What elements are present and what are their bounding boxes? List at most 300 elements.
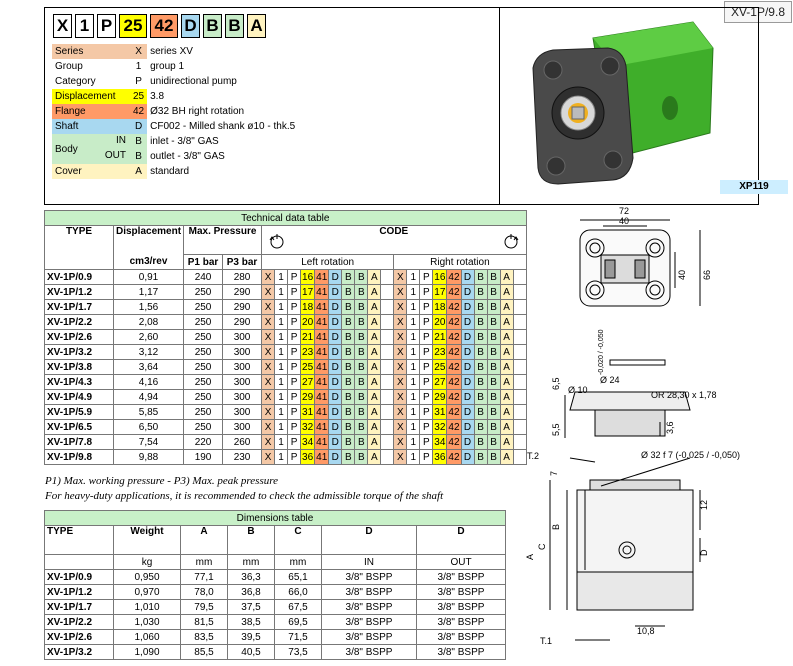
left-code-cell: B [355, 390, 368, 405]
dim-b: B [551, 523, 561, 530]
value-cell: 71,5 [275, 630, 322, 645]
in-label: IN [116, 135, 126, 146]
left-code-cell: X [262, 345, 275, 360]
spacer-cell [381, 345, 394, 360]
type-cell: XV-1P/6.5 [45, 420, 114, 435]
type-cell: XV-1P/7.8 [45, 435, 114, 450]
p1-cell: 250 [184, 420, 223, 435]
left-code-cell: 21 [302, 331, 314, 343]
spec-label [52, 134, 130, 164]
body-label: Body [55, 143, 78, 155]
right-code-cell: 42 [448, 391, 460, 403]
right-code-cell: 42 [448, 316, 460, 328]
left-code-cell: 1 [275, 420, 288, 435]
type-cell: XV-1P/5.9 [45, 405, 114, 420]
right-code-cell: B [474, 300, 487, 315]
spec-desc: standard [150, 166, 190, 177]
right-code-cell: 23 [434, 346, 446, 358]
spec-label: Category [55, 76, 96, 87]
left-code-cell: 41 [316, 331, 328, 343]
p3-cell: 300 [223, 330, 262, 345]
spec-row-cover [52, 164, 298, 179]
dim-7: 7 [549, 470, 559, 476]
spacer [116, 237, 181, 256]
left-code-cell: P [288, 450, 301, 465]
p1-cell: 250 [184, 285, 223, 300]
right-code-cell: A [500, 270, 513, 285]
technical-data-table [44, 210, 527, 465]
left-code-cell: X [262, 300, 275, 315]
left-code-cell: D [329, 270, 342, 285]
value-cell: 3/8" BSPP [417, 570, 506, 585]
left-code-cell: D [329, 420, 342, 435]
displacement-cell: 3,64 [114, 360, 184, 375]
left-code-cell: X [262, 360, 275, 375]
left-code-cell: D [329, 360, 342, 375]
header-code-label: CODE [379, 226, 409, 237]
left-code-cell: A [368, 270, 381, 285]
spacer-cell [381, 390, 394, 405]
left-code-cell: P [288, 420, 301, 435]
type-cell: XV-1P/1.7 [45, 300, 114, 315]
left-code-cell: B [342, 330, 355, 345]
right-code-cell: 1 [407, 390, 420, 405]
table-row [45, 360, 527, 375]
p1-cell: 250 [184, 360, 223, 375]
type-cell: XV-1P/1.7 [45, 600, 114, 615]
right-code-cell: 42 [448, 361, 460, 373]
left-code-cell: B [342, 315, 355, 330]
value-cell: 1,010 [114, 600, 181, 615]
left-code-cell: B [342, 270, 355, 285]
value-cell: 3/8" BSPP [322, 615, 417, 630]
displacement-cell: 4,16 [114, 375, 184, 390]
value-cell: 3/8" BSPP [417, 600, 506, 615]
right-code-cell: D [461, 330, 474, 345]
table-row [45, 435, 527, 450]
right-code-cell: 42 [448, 376, 460, 388]
right-code-cell: D [461, 420, 474, 435]
left-code-cell: A [368, 450, 381, 465]
type-cell: XV-1P/0.9 [45, 270, 114, 285]
technical-drawing [515, 200, 740, 666]
left-code-cell: 41 [316, 451, 328, 463]
left-code-cell: B [342, 420, 355, 435]
left-code-cell: X [262, 420, 275, 435]
dim-oring: OR 28,30 x 1,78 [651, 390, 717, 400]
left-code-cell: 1 [275, 375, 288, 390]
right-code-cell: P [420, 450, 433, 465]
spacer-cell [381, 300, 394, 315]
table-title: Dimensions table [45, 511, 506, 526]
value-cell: 67,5 [275, 600, 322, 615]
right-code-cell: 1 [407, 345, 420, 360]
spacer-cell [381, 315, 394, 330]
right-code-cell: P [420, 285, 433, 300]
dim-t2: T.2 [527, 451, 540, 461]
code-shaft: D [181, 14, 200, 38]
type-cell: XV-1P/2.2 [45, 615, 114, 630]
out-label: OUT [104, 150, 126, 161]
type-cell: XV-1P/2.2 [45, 315, 114, 330]
dim-c: C [537, 543, 547, 550]
right-code-cell: X [394, 330, 407, 345]
right-code-cell: X [394, 285, 407, 300]
left-code-cell: X [262, 435, 275, 450]
right-code-cell: P [420, 405, 433, 420]
left-code-cell: 1 [275, 360, 288, 375]
p1-cell: 250 [184, 300, 223, 315]
left-code-cell: 18 [302, 301, 314, 313]
right-code-cell: B [474, 390, 487, 405]
dim-12: 12 [699, 499, 709, 510]
right-code-cell: 42 [448, 301, 460, 313]
left-code-cell: 1 [275, 315, 288, 330]
dim-40: 40 [619, 216, 630, 226]
right-code-cell: D [461, 345, 474, 360]
left-code-cell: 41 [316, 346, 328, 358]
spec-desc: group 1 [150, 61, 185, 72]
displacement-cell: 3,12 [114, 345, 184, 360]
left-code-cell: 29 [302, 391, 314, 403]
unit-cell: IN [322, 555, 417, 570]
type-cell: XV-1P/1.2 [45, 585, 114, 600]
right-code-cell: X [394, 315, 407, 330]
right-code-cell: B [474, 270, 487, 285]
left-code-cell: 20 [302, 316, 314, 328]
code-body-in: B [203, 14, 222, 38]
left-code-cell: 41 [316, 376, 328, 388]
table-row [45, 330, 527, 345]
value-cell: 65,1 [275, 570, 322, 585]
spec-row-shaft [52, 119, 298, 134]
dim-6-5: 6,5 [551, 377, 561, 390]
left-code-cell: X [262, 450, 275, 465]
header-a: A [181, 526, 228, 555]
rotation-left-icon [268, 233, 286, 251]
left-code-cell: A [368, 360, 381, 375]
right-code-cell: 1 [407, 405, 420, 420]
displacement-cell: 0,91 [114, 270, 184, 285]
spacer-cell [381, 360, 394, 375]
value-cell: 3/8" BSPP [322, 630, 417, 645]
dim-3-6: 3,6 [665, 421, 675, 434]
value-cell: 1,030 [114, 615, 181, 630]
right-code-cell: B [474, 345, 487, 360]
spec-desc: outlet - 3/8" GAS [150, 151, 225, 162]
right-code-cell: D [461, 390, 474, 405]
spec-label: Shaft [52, 119, 130, 134]
right-code-cell: X [394, 345, 407, 360]
value-cell: 0,950 [114, 570, 181, 585]
left-code-cell: B [342, 390, 355, 405]
left-code-cell: B [342, 285, 355, 300]
value-cell: 3/8" BSPP [322, 645, 417, 660]
header-p3: P3 bar [223, 255, 262, 270]
code-group: 1 [75, 14, 94, 38]
left-code-cell: B [355, 360, 368, 375]
right-code-cell: A [500, 420, 513, 435]
right-code-cell: X [394, 390, 407, 405]
spec-table [52, 44, 298, 179]
header-code [262, 226, 527, 255]
spec-row-displacement [52, 89, 298, 104]
dim-5-5: 5,5 [551, 423, 561, 436]
table-row [45, 450, 527, 465]
code-flange: 42 [150, 14, 178, 38]
right-code-cell: B [487, 450, 500, 465]
type-cell: XV-1P/2.6 [45, 630, 114, 645]
spec-code: D [130, 119, 147, 134]
left-code-cell: B [355, 285, 368, 300]
left-code-cell: B [355, 270, 368, 285]
table-row [45, 630, 506, 645]
spec-label: Cover [52, 164, 130, 179]
spec-panel [44, 7, 500, 205]
right-code-cell: D [461, 375, 474, 390]
left-code-cell: P [288, 315, 301, 330]
right-code-cell: A [500, 390, 513, 405]
left-code-cell: B [355, 300, 368, 315]
table-row [45, 570, 506, 585]
p1-cell: 190 [184, 450, 223, 465]
left-code-cell: B [355, 345, 368, 360]
spec-desc: CF002 - Milled shank ø10 - thk.5 [150, 121, 296, 132]
note-torque: For heavy-duty applications, it is recommended to check the admissible torque of the shaft [45, 490, 444, 502]
dim-66: 66 [702, 269, 712, 280]
left-code-cell: 17 [302, 286, 314, 298]
displacement-cell: 7,54 [114, 435, 184, 450]
left-code-cell: B [342, 360, 355, 375]
left-code-cell: 32 [302, 421, 314, 433]
left-code-cell: 41 [316, 361, 328, 373]
left-code-cell: D [329, 435, 342, 450]
spec-row-category [52, 74, 298, 89]
left-code-cell: 31 [302, 406, 314, 418]
pump-image [498, 8, 758, 204]
right-code-cell: 1 [407, 300, 420, 315]
spec-label: Displacement [52, 89, 130, 104]
right-code-cell: 42 [448, 331, 460, 343]
right-code-cell: P [420, 300, 433, 315]
header-unit: cm3/rev [129, 256, 168, 267]
table-title-row [45, 211, 527, 226]
right-code-cell: 34 [434, 436, 446, 448]
table-row [45, 405, 527, 420]
spacer-cell [381, 375, 394, 390]
dim-40-vertical: 40 [677, 269, 687, 280]
right-code-cell: 18 [434, 301, 446, 313]
spec-code: X [130, 44, 147, 59]
value-cell: 3/8" BSPP [417, 615, 506, 630]
unit-cell: mm [181, 555, 228, 570]
right-code-cell: B [487, 375, 500, 390]
left-code-cell: A [368, 405, 381, 420]
right-code-cell: A [500, 330, 513, 345]
left-code-cell: X [262, 375, 275, 390]
spacer-cell [381, 435, 394, 450]
right-code-cell: 16 [434, 271, 446, 283]
right-code-cell: P [420, 435, 433, 450]
left-code-cell: P [288, 375, 301, 390]
right-code-cell: 1 [407, 450, 420, 465]
value-cell: 66,0 [275, 585, 322, 600]
unit-cell: kg [114, 555, 181, 570]
left-code-cell: P [288, 360, 301, 375]
type-cell: XV-1P/3.2 [45, 645, 114, 660]
displacement-cell: 1,56 [114, 300, 184, 315]
p1-cell: 240 [184, 270, 223, 285]
table-title-row [45, 511, 506, 526]
left-code-cell: X [262, 405, 275, 420]
p1-cell: 250 [184, 345, 223, 360]
dim-32: Ø 32 f 7 (-0,025 / -0,050) [641, 450, 740, 460]
left-code-cell: 41 [316, 421, 328, 433]
type-cell: XV-1P/1.2 [45, 285, 114, 300]
header-right-rotation: Right rotation [394, 255, 526, 270]
left-code-cell: D [329, 345, 342, 360]
spec-row-flange [52, 104, 298, 119]
left-code-cell: D [329, 285, 342, 300]
left-code-cell: A [368, 420, 381, 435]
right-code-cell: 42 [448, 406, 460, 418]
p3-cell: 260 [223, 435, 262, 450]
right-code-cell: P [420, 330, 433, 345]
left-code-cell: P [288, 435, 301, 450]
spec-desc: inlet - 3/8" GAS [150, 136, 219, 147]
right-code-cell: X [394, 375, 407, 390]
right-code-cell: D [461, 360, 474, 375]
left-code-cell: 25 [302, 361, 314, 373]
p3-cell: 290 [223, 315, 262, 330]
right-code-cell: X [394, 270, 407, 285]
left-code-cell: A [368, 375, 381, 390]
p3-cell: 300 [223, 405, 262, 420]
right-code-cell: P [420, 390, 433, 405]
value-cell: 79,5 [181, 600, 228, 615]
type-cell: XV-1P/2.6 [45, 330, 114, 345]
p1-cell: 250 [184, 375, 223, 390]
left-code-cell: B [342, 345, 355, 360]
left-code-cell: X [262, 285, 275, 300]
left-code-cell: B [342, 300, 355, 315]
table-row [45, 270, 527, 285]
spec-code: B [130, 134, 147, 149]
left-code-cell: A [368, 330, 381, 345]
right-code-cell: B [487, 285, 500, 300]
dim-d: D [699, 549, 709, 556]
value-cell: 36,3 [228, 570, 275, 585]
displacement-cell: 9,88 [114, 450, 184, 465]
dim-72: 72 [619, 206, 630, 216]
header-pressure: Max. Pressure [184, 226, 262, 255]
right-code-cell: P [420, 345, 433, 360]
right-code-cell: A [500, 315, 513, 330]
left-code-cell: A [368, 315, 381, 330]
right-code-cell: A [500, 405, 513, 420]
right-code-cell: X [394, 300, 407, 315]
left-code-cell: 1 [275, 300, 288, 315]
right-code-cell: B [474, 360, 487, 375]
right-code-cell: B [487, 345, 500, 360]
dim-t1: T.1 [540, 636, 553, 646]
p1-cell: 250 [184, 390, 223, 405]
right-code-cell: B [487, 420, 500, 435]
right-code-cell: 1 [407, 420, 420, 435]
value-cell: 77,1 [181, 570, 228, 585]
code-body-out: B [225, 14, 244, 38]
spec-desc: series XV [150, 46, 193, 57]
left-code-cell: X [262, 330, 275, 345]
right-code-cell: 1 [407, 270, 420, 285]
spec-code: 1 [135, 61, 142, 72]
spec-code: B [130, 149, 147, 164]
right-code-cell: D [461, 270, 474, 285]
right-code-cell: D [461, 300, 474, 315]
right-code-cell: 42 [448, 421, 460, 433]
value-cell: 39,5 [228, 630, 275, 645]
right-code-cell: D [461, 450, 474, 465]
right-code-cell: 20 [434, 316, 446, 328]
right-code-cell: B [487, 390, 500, 405]
right-code-cell: P [420, 375, 433, 390]
table-row [45, 315, 527, 330]
p3-cell: 300 [223, 375, 262, 390]
right-code-cell: 1 [407, 315, 420, 330]
displacement-cell: 2,08 [114, 315, 184, 330]
right-code-cell: P [420, 315, 433, 330]
value-cell: 81,5 [181, 615, 228, 630]
left-code-cell: B [342, 375, 355, 390]
left-code-cell: 41 [316, 406, 328, 418]
right-code-cell: D [461, 435, 474, 450]
dim-10-8: 10,8 [637, 626, 655, 636]
right-code-cell: B [474, 405, 487, 420]
right-code-cell: B [474, 420, 487, 435]
product-image-panel [498, 7, 759, 205]
value-cell: 3/8" BSPP [417, 645, 506, 660]
left-code-cell: A [368, 285, 381, 300]
right-code-cell: B [487, 270, 500, 285]
left-code-cell: A [368, 300, 381, 315]
header-c: C [275, 526, 322, 555]
p3-cell: 300 [223, 420, 262, 435]
right-code-cell: 25 [434, 361, 446, 373]
value-cell: 37,5 [228, 600, 275, 615]
right-code-cell: X [394, 405, 407, 420]
value-cell: 83,5 [181, 630, 228, 645]
left-code-cell: 41 [316, 301, 328, 313]
right-code-cell: X [394, 450, 407, 465]
dim-10: Ø 10 [568, 385, 588, 395]
type-cell: XV-1P/4.3 [45, 375, 114, 390]
value-cell: 3/8" BSPP [322, 585, 417, 600]
unit-row [45, 555, 506, 570]
unit-cell: mm [275, 555, 322, 570]
right-code-cell: B [487, 300, 500, 315]
p3-cell: 300 [223, 345, 262, 360]
spec-label: Flange [52, 104, 130, 119]
left-code-cell: B [355, 330, 368, 345]
header-row [45, 226, 527, 255]
left-code-cell: B [355, 375, 368, 390]
left-code-cell: D [329, 315, 342, 330]
left-code-cell: 34 [302, 436, 314, 448]
value-cell: 1,060 [114, 630, 181, 645]
table-row [45, 420, 527, 435]
header-d-out: D [417, 526, 506, 555]
left-code-cell: A [368, 390, 381, 405]
